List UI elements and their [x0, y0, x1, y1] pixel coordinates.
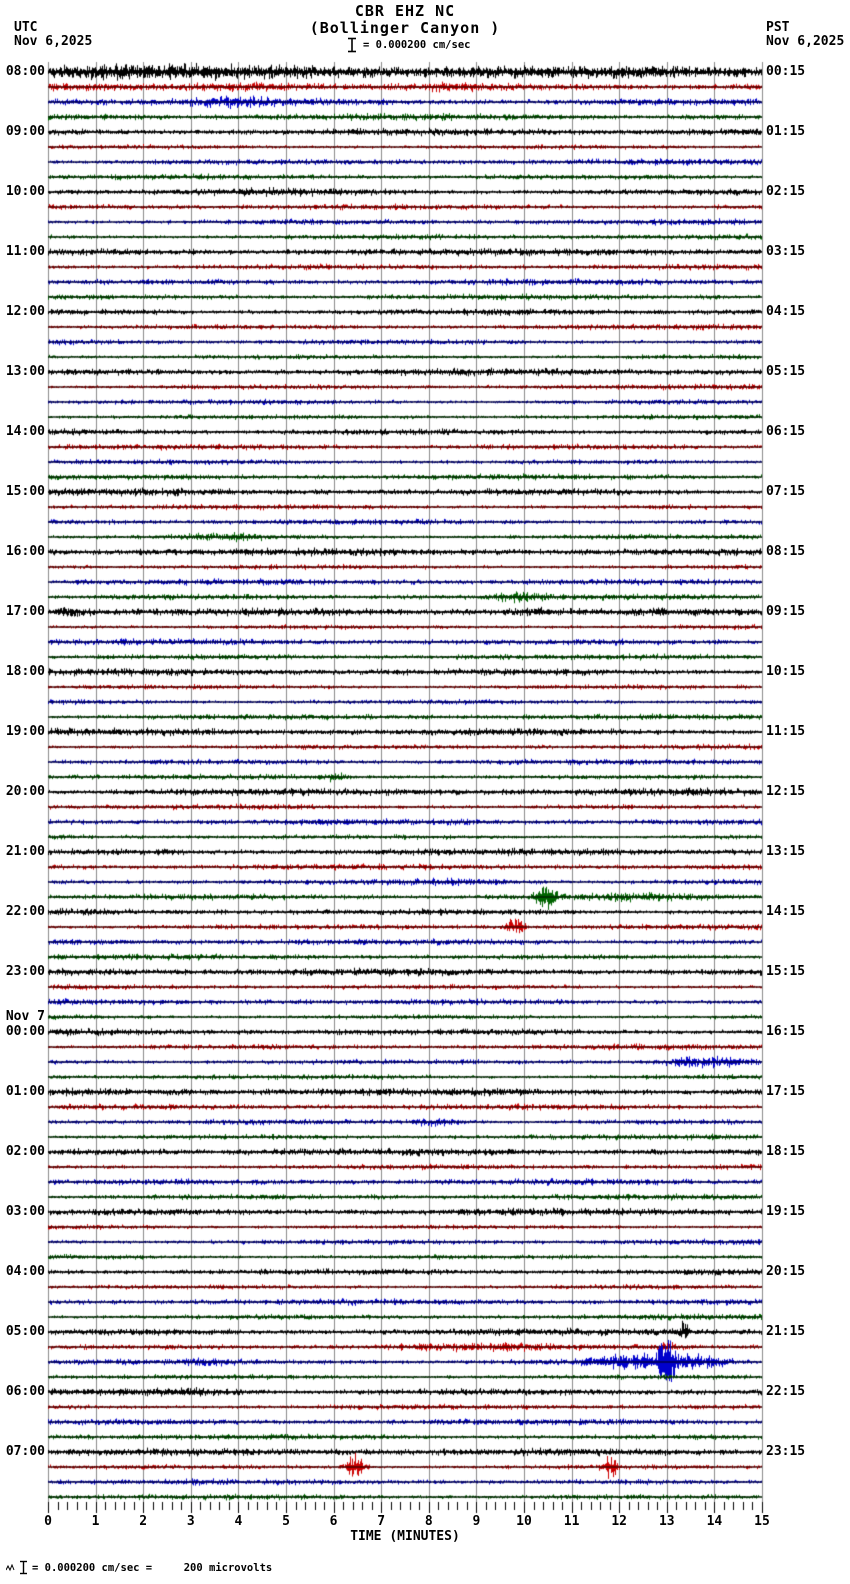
right-timezone-label: PST — [766, 20, 790, 35]
pst-hour-label: 22:15 — [766, 1384, 806, 1399]
station-title: CBR EHZ NC — [354, 2, 456, 20]
pst-hour-label: 04:15 — [766, 304, 806, 319]
utc-hour-label: 13:00 — [5, 364, 45, 379]
x-tick-label: 12 — [611, 1514, 628, 1529]
scale-bar-icon — [347, 37, 357, 53]
scale-footnote — [6, 1560, 272, 1575]
utc-date-change-label: Nov 7 — [5, 1009, 45, 1024]
pst-hour-label: 18:15 — [766, 1144, 806, 1159]
utc-hour-label: 06:00 — [5, 1384, 45, 1399]
x-axis-title: TIME (MINUTES) — [350, 1529, 460, 1544]
utc-hour-label: 08:00 — [5, 64, 45, 79]
utc-hour-label: 23:00 — [5, 964, 45, 979]
x-tick-label: 10 — [516, 1514, 532, 1529]
utc-hour-label: 02:00 — [5, 1144, 45, 1159]
x-tick-label: 2 — [139, 1514, 148, 1529]
pst-hour-label: 12:15 — [766, 784, 806, 799]
utc-hour-label: 17:00 — [5, 604, 45, 619]
left-timezone-label: UTC — [14, 20, 38, 35]
utc-hour-label: 22:00 — [5, 904, 45, 919]
x-tick-label: 8 — [424, 1514, 433, 1529]
pst-hour-label: 09:15 — [766, 604, 806, 619]
x-tick-label: 0 — [44, 1514, 52, 1529]
utc-hour-label: 07:00 — [5, 1444, 45, 1459]
utc-hour-label: 20:00 — [5, 784, 45, 799]
station-subtitle: (Bollinger Canyon ) — [309, 19, 501, 37]
x-tick-label: 6 — [329, 1514, 338, 1529]
utc-hour-label: 18:00 — [5, 664, 45, 679]
amplitude-scale-legend — [347, 37, 470, 53]
pst-hour-label: 14:15 — [766, 904, 806, 919]
utc-hour-label: 05:00 — [5, 1324, 45, 1339]
pst-hour-label: 15:15 — [766, 964, 806, 979]
x-tick-label: 15 — [754, 1514, 770, 1529]
utc-hour-label: 00:00 — [5, 1024, 45, 1039]
utc-hour-label: 19:00 — [5, 724, 45, 739]
x-tick-label: 13 — [658, 1514, 675, 1529]
x-tick-label: 1 — [91, 1514, 100, 1529]
pst-hour-label: 06:15 — [766, 424, 806, 439]
utc-hour-label: 11:00 — [5, 244, 45, 259]
utc-hour-label: 21:00 — [5, 844, 45, 859]
x-tick-label: 7 — [377, 1514, 386, 1529]
footnote-text: = 0.000200 cm/sec = 200 microvolts — [32, 1561, 273, 1574]
wiggle-icon — [6, 1564, 15, 1572]
pst-hour-label: 05:15 — [766, 364, 806, 379]
pst-hour-label: 01:15 — [766, 124, 806, 139]
pst-hour-label: 02:15 — [766, 184, 806, 199]
utc-hour-label: 03:00 — [5, 1204, 45, 1219]
pst-hour-label: 11:15 — [766, 724, 806, 739]
scale-bar-icon — [19, 1560, 28, 1575]
pst-hour-label: 21:15 — [766, 1324, 806, 1339]
x-tick-label: 9 — [472, 1514, 481, 1529]
x-tick-label: 11 — [563, 1514, 580, 1529]
utc-hour-label: 01:00 — [5, 1084, 45, 1099]
pst-hour-label: 03:15 — [766, 244, 806, 259]
pst-hour-label: 13:15 — [766, 844, 806, 859]
pst-hour-label: 08:15 — [766, 544, 806, 559]
pst-hour-label: 10:15 — [766, 664, 806, 679]
pst-hour-label: 16:15 — [766, 1024, 806, 1039]
right-date-label: Nov 6,2025 — [766, 34, 845, 49]
utc-hour-label: 09:00 — [5, 124, 45, 139]
left-date-label: Nov 6,2025 — [14, 34, 93, 49]
pst-hour-label: 19:15 — [766, 1204, 806, 1219]
x-tick-label: 5 — [282, 1514, 290, 1529]
pst-hour-label: 23:15 — [766, 1444, 806, 1459]
scale-label: = 0.000200 cm/sec — [363, 39, 471, 51]
pst-hour-label: 20:15 — [766, 1264, 806, 1279]
x-tick-label: 4 — [234, 1514, 243, 1529]
utc-hour-label: 12:00 — [5, 304, 45, 319]
x-tick-label: 14 — [706, 1514, 723, 1529]
pst-hour-label: 07:15 — [766, 484, 806, 499]
utc-hour-label: 16:00 — [5, 544, 45, 559]
pst-hour-label: 00:15 — [766, 64, 806, 79]
utc-hour-label: 10:00 — [5, 184, 45, 199]
pst-hour-label: 17:15 — [766, 1084, 806, 1099]
utc-hour-label: 14:00 — [5, 424, 45, 439]
x-tick-label: 3 — [186, 1514, 195, 1529]
utc-hour-label: 15:00 — [5, 484, 45, 499]
utc-hour-label: 04:00 — [5, 1264, 45, 1279]
